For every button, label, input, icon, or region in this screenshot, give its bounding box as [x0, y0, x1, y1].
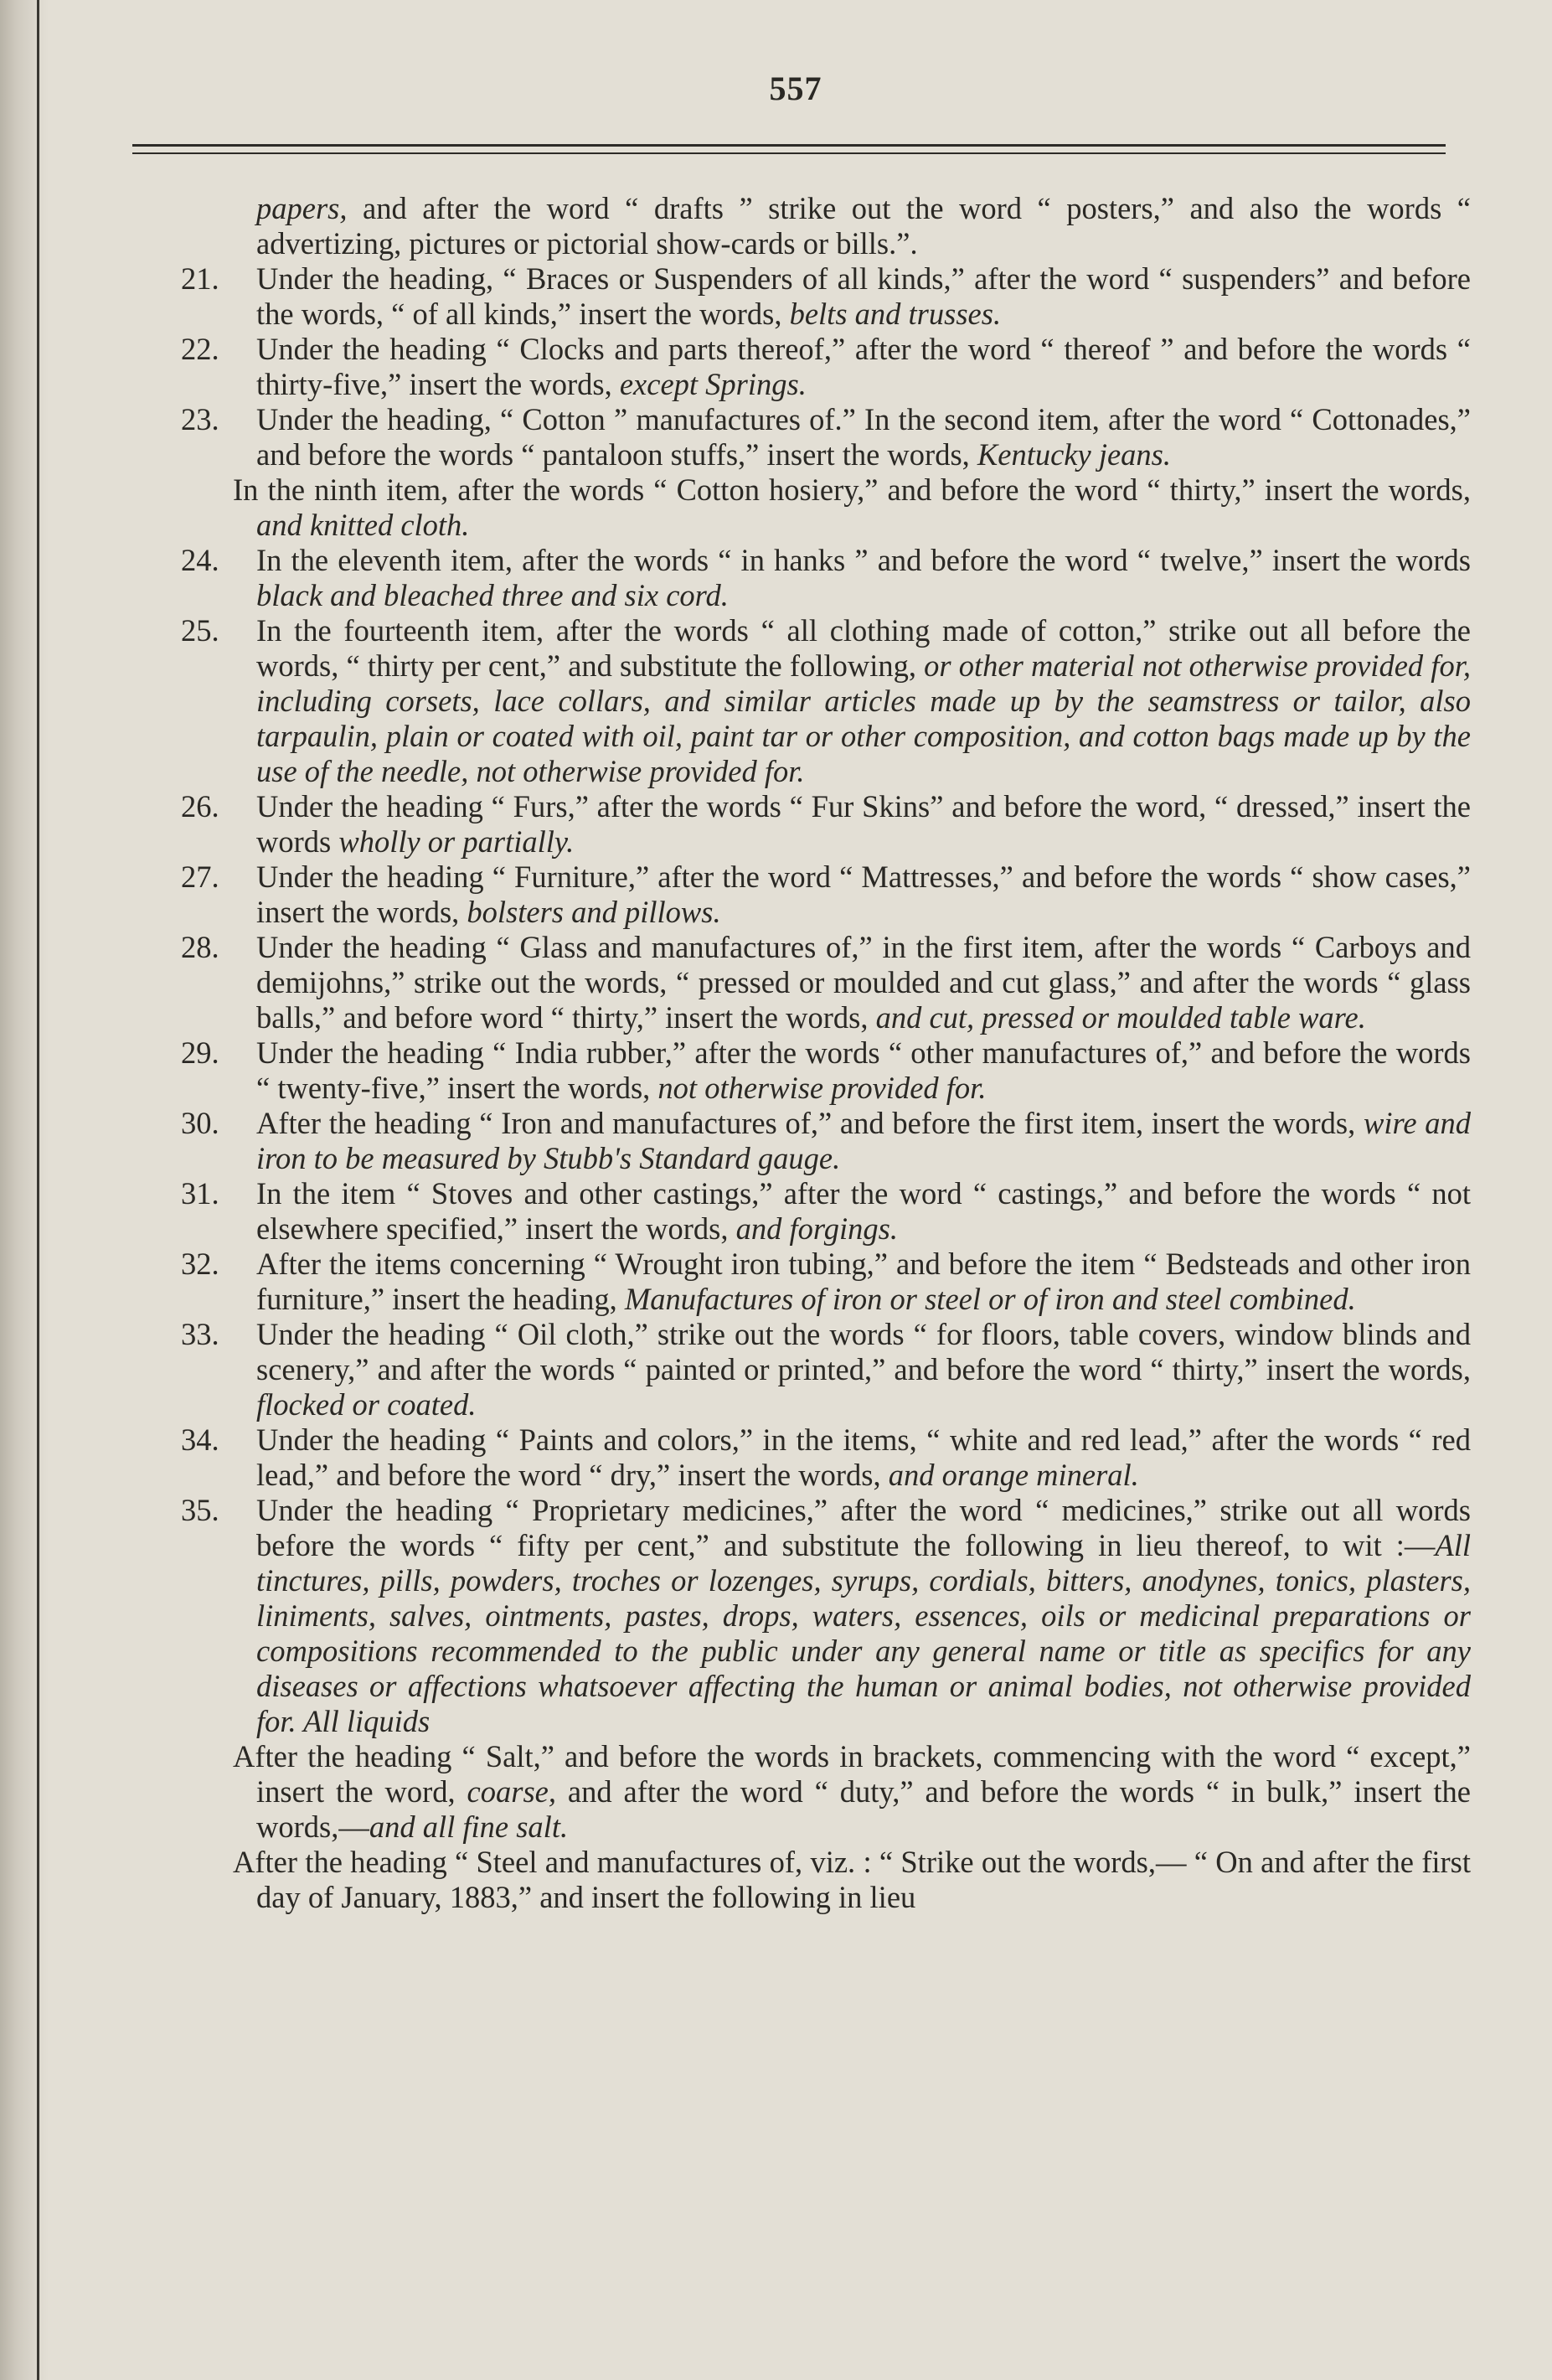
inserted-words-italic: not otherwise provided for. [657, 1071, 987, 1105]
item-number: 31. [181, 1176, 219, 1211]
item-number: 29. [181, 1035, 219, 1070]
amendment-item [181, 1176, 1471, 1247]
book-spine-shadow [0, 0, 49, 2380]
inserted-words-italic: except Springs. [619, 367, 807, 401]
item-number: 26. [181, 789, 219, 823]
inserted-words-italic: and forgings. [735, 1211, 898, 1246]
inserted-words-italic: and knitted cloth. [256, 508, 470, 542]
amendment-item [181, 1317, 1471, 1422]
inserted-words-italic: or other material not otherwise provided for, including corsets, lace collars, and similar articles made up by the seamstress or tailor, also tarpaulin, plain or coated with oil, paint tar or other composition, and cotton bags made up by the use of the needle, not otherwise provided for. [256, 648, 1471, 788]
item-text: and after the word “ duty,” and before the words “ in bulk,” insert the words,— [256, 1774, 1471, 1844]
amendment-item [181, 930, 1471, 1035]
item-text: After the heading “ Salt,” and before the words in brackets, commencing with the word “ except,” insert the word, [233, 1739, 1471, 1809]
item-number: 32. [181, 1247, 219, 1281]
amendment-continuation [181, 1739, 1471, 1845]
item-text: After the heading “ Iron and manufactures of,” and before the first item, insert the words, [256, 1106, 1364, 1140]
item-number: 25. [181, 613, 219, 648]
item-number: 24. [181, 543, 219, 577]
item-text: Under the heading “ Oil cloth,” strike out the words “ for floors, table covers, window blinds and scenery,” and after the words “ painted or printed,” and before the word “ thirty,” insert the words, [256, 1317, 1471, 1386]
inserted-words-italic: wholly or partially. [338, 824, 575, 859]
inserted-words-italic: and cut, pressed or moulded table ware. [875, 1000, 1366, 1035]
amendment-item [181, 261, 1471, 332]
amendment-item [181, 543, 1471, 613]
binding-edge-line [37, 0, 39, 2380]
inserted-words-italic: wire and iron to be measured by Stubb's Standard gauge. [256, 1106, 1471, 1175]
inserted-words-italic: All tinctures, pills, powders, troches or lozenges, syrups, cordials, bitters, anodynes, tonics, plasters, liniments, salves, ointments, pastes, drops, waters, essences, oils or medicinal preparations or compositions recommended to the public under any general name or title as specifics for any diseases or affections whatsoever affecting the human or animal bodies, not otherwise provided for. All liquids [256, 1528, 1471, 1738]
amendment-item [181, 860, 1471, 930]
inserted-words-italic: bolsters and pillows. [467, 895, 721, 929]
item-text: and after the word “ drafts ” strike out the word “ posters,” and also the words “ advertizing, pictures or pictorial show-cards or bills.”. [256, 191, 1471, 261]
header-rule-thin [132, 152, 1446, 154]
item-text: Under the heading “ Paints and colors,” in the items, “ white and red lead,” after the words “ red lead,” and before the word “ dry,” insert the words, [256, 1422, 1471, 1492]
inserted-words-italic: and orange mineral. [888, 1458, 1139, 1492]
amendment-item [181, 1493, 1471, 1739]
page-body [181, 191, 1471, 1915]
item-text: Under the heading, “ Braces or Suspenders of all kinds,” after the word “ suspenders” and before the words, “ of all kinds,” insert the words, [256, 261, 1471, 331]
inserted-words-italic: flocked or coated. [256, 1387, 477, 1422]
item-number: 27. [181, 860, 219, 894]
item-number: 34. [181, 1422, 219, 1457]
amendment-item [181, 1247, 1471, 1317]
amendment-item [181, 613, 1471, 789]
item-text: After the items concerning “ Wrought iron tubing,” and before the item “ Bedsteads and other iron furniture,” insert the heading, [256, 1247, 1471, 1316]
item-text: In the ninth item, after the words “ Cotton hosiery,” and before the word “ thirty,” insert the words, [233, 472, 1471, 507]
inserted-words-italic: coarse, [467, 1774, 556, 1809]
item-text: Under the heading “ India rubber,” after the words “ other manufactures of,” and before the words “ twenty-five,” insert the words, [256, 1035, 1471, 1105]
inserted-words-italic: Kentucky jeans. [977, 437, 1171, 472]
item-text: Under the heading “ Clocks and parts thereof,” after the word “ thereof ” and before the words “ thirty-five,” insert the words, [256, 332, 1471, 401]
item-text: In the fourteenth item, after the words “ all clothing made of cotton,” strike out all before the words, “ thirty per cent,” and substitute the following, [256, 613, 1471, 683]
item-text: Under the heading “ Furniture,” after the word “ Mattresses,” and before the words “ show cases,” insert the words, [256, 860, 1471, 929]
item-number: 28. [181, 930, 219, 964]
item-number: 22. [181, 332, 219, 366]
amendment-item [181, 1035, 1471, 1106]
inserted-words-italic: Manufactures of iron or steel or of iron and steel combined. [624, 1282, 1356, 1316]
amendment-item [181, 332, 1471, 402]
item-number: 21. [181, 261, 219, 296]
item-number: 33. [181, 1317, 219, 1351]
inserted-words-italic: and all fine salt. [369, 1810, 569, 1844]
header-rule-thick [132, 144, 1446, 147]
inserted-words-italic: black and bleached three and six cord. [256, 578, 729, 612]
item-text: Under the heading “ Furs,” after the words “ Fur Skins” and before the word, “ dressed,” insert the words [256, 789, 1471, 859]
amendment-continuation [181, 1845, 1471, 1915]
item-text: In the eleventh item, after the words “ in hanks ” and before the word “ twelve,” insert the words [256, 543, 1471, 577]
page-number: 557 [769, 70, 822, 107]
item-number: 35. [181, 1493, 219, 1527]
item-text: Under the heading, “ Cotton ” manufactures of.” In the second item, after the word “ Cottonades,” and before the words “ pantaloon stuffs,” insert the words, [256, 402, 1471, 472]
amendment-continuation [181, 191, 1471, 261]
amendment-item [181, 402, 1471, 472]
item-number: 23. [181, 402, 219, 436]
inserted-words-italic: belts and trusses. [789, 297, 1002, 331]
amendment-item [181, 789, 1471, 860]
item-text: In the item “ Stoves and other castings,” after the word “ castings,” and before the words “ not elsewhere specified,” insert the words, [256, 1176, 1471, 1246]
amendment-item [181, 1422, 1471, 1493]
item-number: 30. [181, 1106, 219, 1140]
inserted-words-italic: papers, [256, 191, 348, 225]
item-text: After the heading “ Steel and manufactures of, viz. : “ Strike out the words,— “ On and after the first day of January, 1883,” and insert the following in lieu [233, 1845, 1471, 1914]
amendment-continuation [181, 472, 1471, 543]
item-text: Under the heading “ Proprietary medicines,” after the word “ medicines,” strike out all words before the words “ fifty per cent,” and substitute the following in lieu thereof, to wit :— [256, 1493, 1471, 1562]
item-text: Under the heading “ Glass and manufactures of,” in the first item, after the words “ Carboys and demijohns,” strike out the words, “ pressed or moulded and cut glass,” and after the words “ glass balls,” and before word “ thirty,” insert the words, [256, 930, 1471, 1035]
amendment-item [181, 1106, 1471, 1176]
